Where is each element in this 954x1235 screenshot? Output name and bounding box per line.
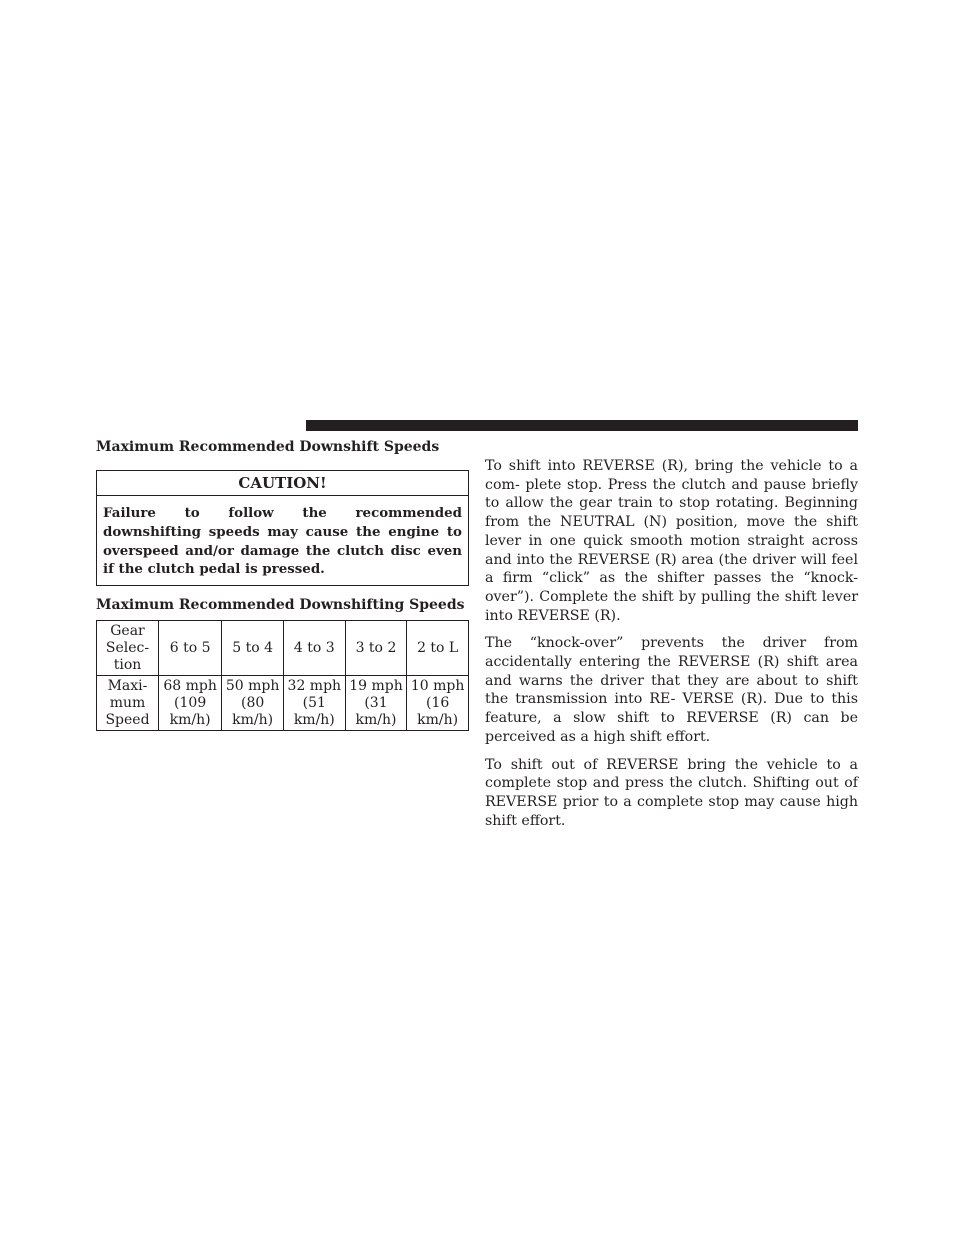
table-row <box>97 676 469 731</box>
caution-text: Failure to follow the recommended downshifting speeds may cause the engine to overspeed and/or damage the clutch disc even if the clutch pedal is pressed. <box>103 505 462 578</box>
table-cell: 68 mph (109 km/h) <box>159 676 222 731</box>
section-heading: Maximum Recommended Downshift Speeds <box>96 439 440 455</box>
right-column <box>485 457 858 839</box>
table-heading: Maximum Recommended Downshifting Speeds <box>96 597 465 614</box>
table-cell: 2 to L <box>407 621 469 676</box>
table-cell: 19 mph (31 km/h) <box>345 676 407 731</box>
table-cell: 6 to 5 <box>159 621 222 676</box>
table-row <box>97 621 469 676</box>
caution-title: CAUTION! <box>97 471 468 496</box>
table-cell: 50 mph (80 km/h) <box>222 676 284 731</box>
table-cell: 4 to 3 <box>283 621 345 676</box>
table-cell: 3 to 2 <box>345 621 407 676</box>
paragraph-shift-out-of-reverse: To shift out of REVERSE bring the vehicle to a complete stop and press the clutch. Shifting out of REVERSE prior to a complete stop may cause high shift effort. <box>485 756 858 829</box>
row-label-maximum-speed: Maxi- mum Speed <box>97 676 159 731</box>
left-column <box>96 438 469 731</box>
paragraph-shift-into-reverse: To shift into REVERSE (R), bring the vehicle to a com- plete stop. Press the clutch and pause briefly to allow the gear train to stop rotating. Beginning from the NEUTRAL (N) position, move the shift lever in one quick smooth motion straight across and into the REVERSE (R) area (the driver will feel a firm “click” as the shifter passes the “knock-over”). Complete the shift by pulling the shift lever into REVERSE (R). <box>485 458 858 624</box>
table-cell: 32 mph (51 km/h) <box>283 676 345 731</box>
caution-box <box>96 470 469 586</box>
paragraph-knock-over: The “knock-over” prevents the driver from accidentally entering the REVERSE (R) shift area and warns the driver that they are about to shift the transmission into RE- VERSE (R). Due to this feature, a slow shift to REVERSE (R) can be perceived as a high shift effort. <box>485 635 858 745</box>
downshift-speeds-table <box>96 620 469 731</box>
table-cell: 5 to 4 <box>222 621 284 676</box>
row-label-gear-selection: Gear Selec- tion <box>97 621 159 676</box>
header-rule <box>306 420 858 431</box>
table-cell: 10 mph (16 km/h) <box>407 676 469 731</box>
